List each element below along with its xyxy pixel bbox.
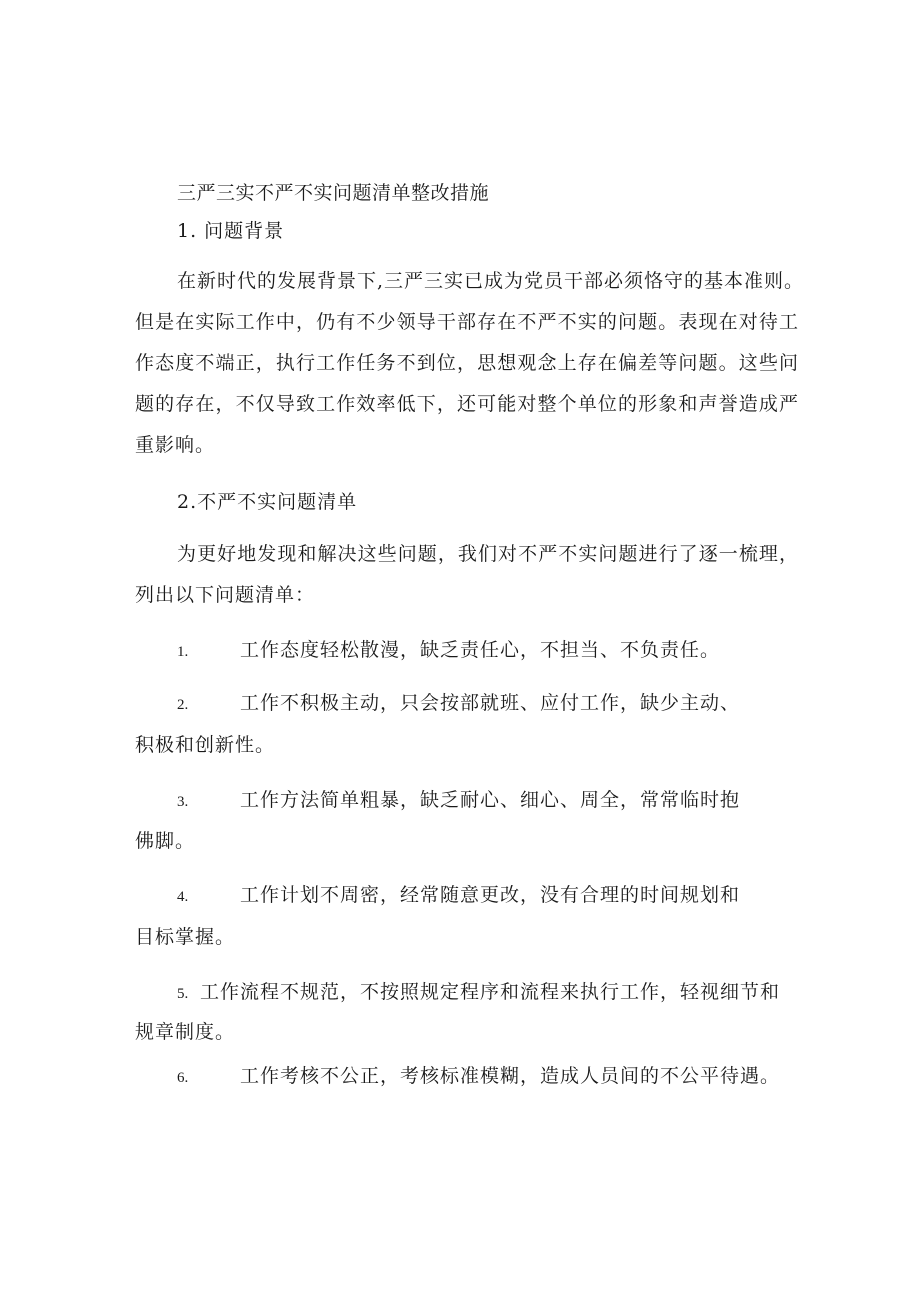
list-item-number: 4. <box>177 889 189 905</box>
list-item-number: 1. <box>177 644 189 660</box>
list-item-text: 工作方法简单粗暴，缺乏耐心、细心、周全，常常临时抱 <box>240 789 741 811</box>
list-item-text: 工作计划不周密，经常随意更改，没有合理的时间规划和 <box>240 884 741 906</box>
list-item-text: 工作考核不公正，考核标准模糊，造成人员间的不公平待遇。 <box>240 1065 781 1087</box>
list-item-text-continued: 目标掌握。 <box>135 926 236 948</box>
section1-line: 重影响。 <box>135 434 216 456</box>
section1-line: 在新时代的发展背景下,三严三实已成为党员干部必须恪守的基本准则。 <box>177 270 805 292</box>
section1-line: 作态度不端正，执行工作任务不到位，思想观念上存在偏差等问题。这些问 <box>135 352 799 374</box>
list-item-number: 5. <box>177 986 189 1002</box>
document-title: 三严三实不严不实问题清单整改措施 <box>177 182 490 204</box>
list-item-number: 3. <box>177 794 189 810</box>
list-item-text: 工作态度轻松散漫，缺乏责任心，不担当、不负责任。 <box>240 639 721 661</box>
section1-line: 题的存在，不仅导致工作效率低下，还可能对整个单位的形象和声誉造成严 <box>135 393 799 415</box>
list-item-text: 工作流程不规范，不按照规定程序和流程来执行工作，轻视细节和 <box>200 981 781 1003</box>
list-item-text-continued: 佛脚。 <box>135 830 196 852</box>
section1-heading: 1. 问题背景 <box>177 220 285 242</box>
list-item-text-continued: 积极和创新性。 <box>135 734 276 756</box>
section2-heading: 2.不严不实问题清单 <box>177 491 358 513</box>
list-item-number: 6. <box>177 1070 189 1086</box>
list-item-number: 2. <box>177 697 189 713</box>
list-item-text-continued: 规章制度。 <box>135 1021 236 1043</box>
section1-line: 但是在实际工作中，仍有不少领导干部存在不严不实的问题。表现在对待工 <box>135 311 799 333</box>
section2-intro-line: 列出以下问题清单： <box>135 584 316 606</box>
section2-intro-line: 为更好地发现和解决这些问题，我们对不严不实问题进行了逐一梳理， <box>177 543 799 565</box>
list-item-text: 工作不积极主动，只会按部就班、应付工作，缺少主动、 <box>240 692 741 714</box>
